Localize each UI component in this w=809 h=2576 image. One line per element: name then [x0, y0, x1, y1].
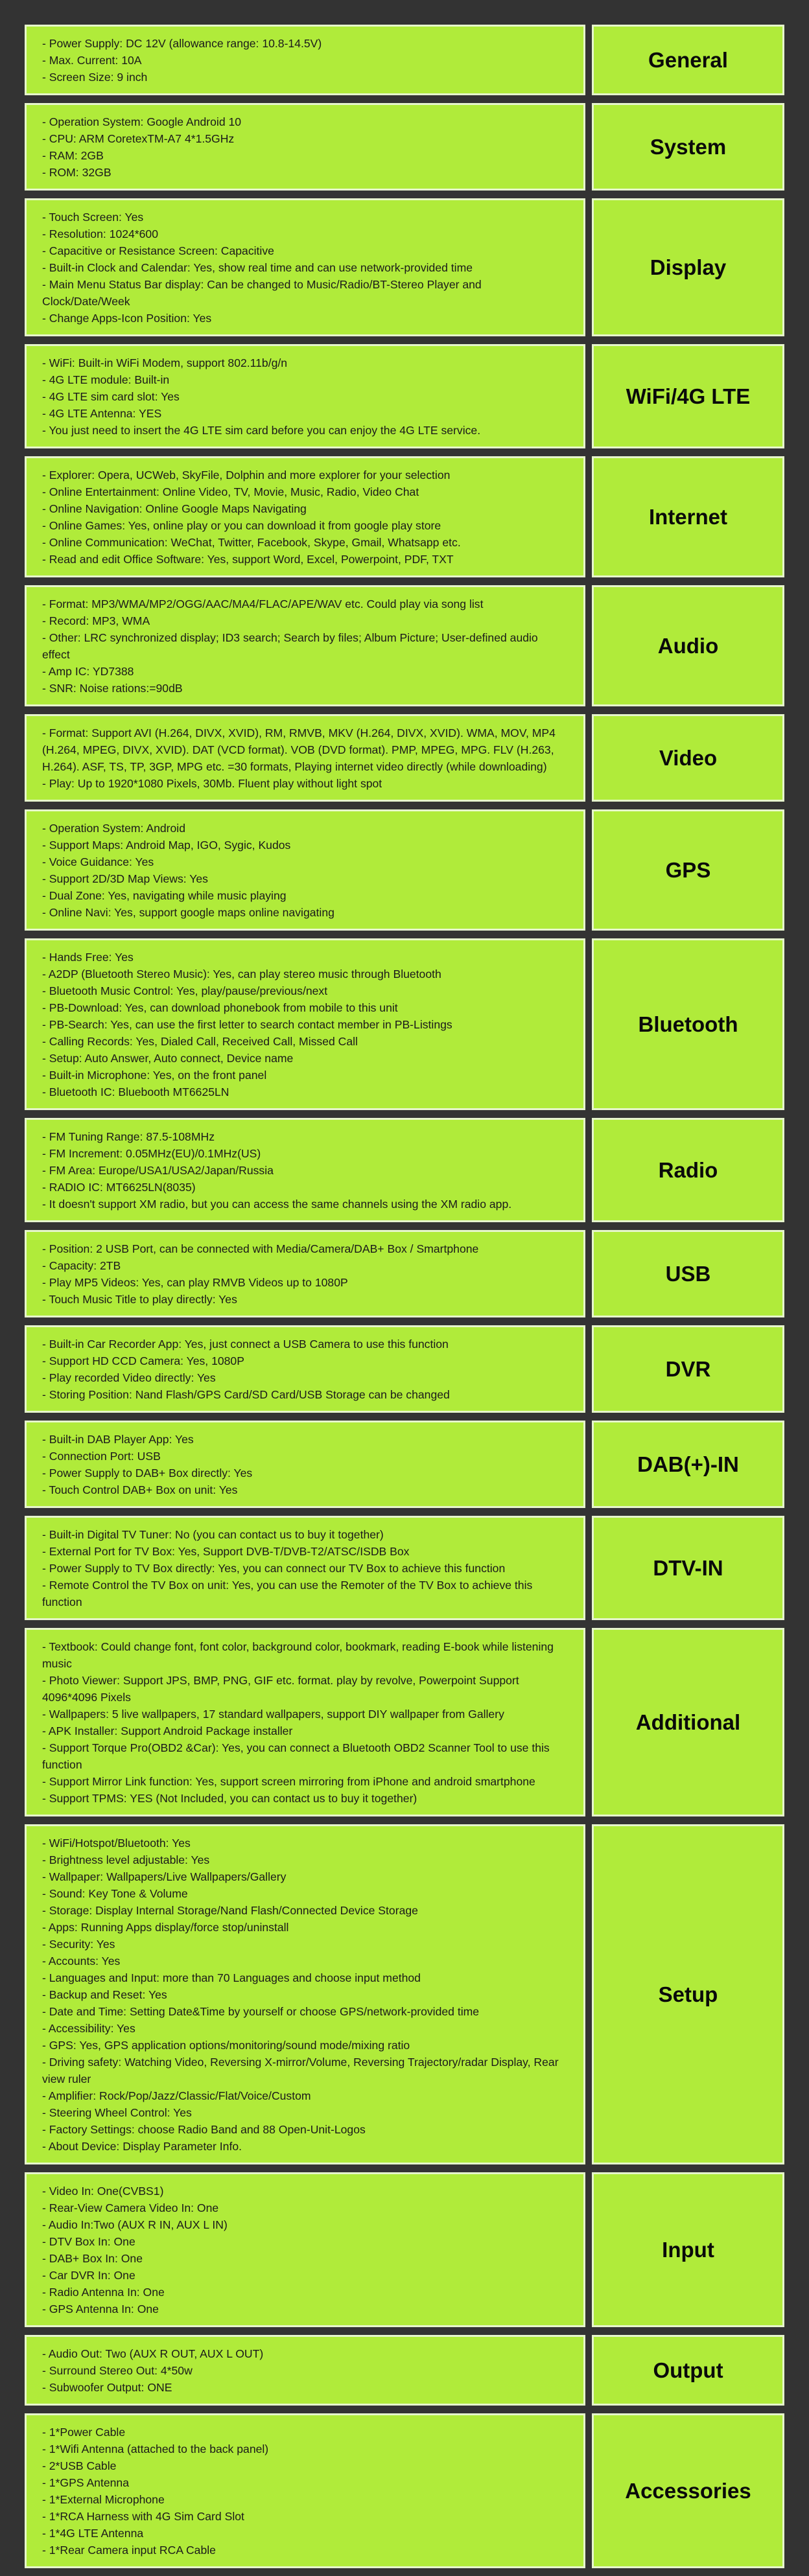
spec-row [25, 1230, 784, 1317]
spec-line: - Online Navi: Yes, support google maps online navigating [42, 906, 334, 919]
spec-details [25, 714, 585, 802]
spec-line: - GPS: Yes, GPS application options/monitoring/sound mode/mixing ratio [42, 2039, 410, 2052]
spec-category-label: Display [592, 198, 784, 336]
spec-line: - It doesn't support XM radio, but you can access the same channels using the XM radio app. [42, 1198, 512, 1211]
spec-line: - APK Installer: Support Android Package installer [42, 1724, 293, 1737]
spec-line: - Power Supply to TV Box directly: Yes, you can connect our TV Box to achieve this function [42, 1562, 506, 1575]
spec-line: - 1*External Microphone [42, 2493, 165, 2506]
spec-line: - Support 2D/3D Map Views: Yes [42, 872, 208, 885]
spec-line: - You just need to insert the 4G LTE sim card before you can enjoy the 4G LTE service. [42, 424, 481, 437]
spec-line: - Max. Current: 10A [42, 54, 142, 67]
spec-line: - 1*Power Cable [42, 2426, 126, 2439]
spec-category-label: Input [592, 2172, 784, 2327]
spec-line: - Bluetooth IC: Bluebooth MT6625LN [42, 1085, 229, 1098]
spec-row [25, 1421, 784, 1508]
spec-line: - Factory Settings: choose Radio Band and 88 Open-Unit-Logos [42, 2123, 366, 2136]
spec-row [25, 1824, 784, 2164]
spec-line: - Voice Guidance: Yes [42, 855, 154, 868]
spec-category-label: System [592, 103, 784, 191]
spec-row [25, 2335, 784, 2406]
spec-row [25, 344, 784, 448]
spec-category-label: Video [592, 714, 784, 802]
spec-line: - DTV Box In: One [42, 2235, 135, 2248]
spec-line: - Apps: Running Apps display/force stop/uninstall [42, 1921, 289, 1934]
spec-row [25, 938, 784, 1110]
spec-line: - Play recorded Video directly: Yes [42, 1371, 216, 1384]
spec-line: - Support Maps: Android Map, IGO, Sygic, Kudos [42, 839, 291, 852]
spec-details [25, 1628, 585, 1816]
spec-line: - Read and edit Office Software: Yes, support Word, Excel, Powerpoint, PDF, TXT [42, 553, 454, 566]
spec-line: - Wallpaper: Wallpapers/Live Wallpapers/Gallery [42, 1870, 287, 1883]
spec-line: - Security: Yes [42, 1938, 115, 1951]
spec-row [25, 25, 784, 95]
spec-line: - Driving safety: Watching Video, Reversing X-mirror/Volume, Reversing Trajectory/radar Display, Rear view ruler [42, 2056, 559, 2085]
spec-line: - Built-in Clock and Calendar: Yes, show real time and can use network-provided time [42, 261, 473, 274]
spec-line: - Brightness level adjustable: Yes [42, 1853, 210, 1866]
spec-line: - FM Area: Europe/USA1/USA2/Japan/Russia [42, 1164, 274, 1177]
spec-line: - Date and Time: Setting Date&Time by yourself or choose GPS/network-provided time [42, 2005, 480, 2018]
spec-line: - RAM: 2GB [42, 149, 104, 162]
spec-line: - Steering Wheel Control: Yes [42, 2106, 192, 2119]
spec-category-label: Additional [592, 1628, 784, 1816]
spec-line: - Online Entertainment: Online Video, TV, Movie, Music, Radio, Video Chat [42, 485, 419, 498]
spec-category-label: Output [592, 2335, 784, 2406]
spec-details [25, 809, 585, 931]
spec-line: - Operation System: Android [42, 822, 186, 835]
spec-line: - Setup: Auto Answer, Auto connect, Device name [42, 1052, 294, 1065]
spec-row [25, 456, 784, 577]
spec-line: - Capacitive or Resistance Screen: Capacitive [42, 244, 274, 257]
spec-details [25, 1516, 585, 1620]
spec-line: - Bluetooth Music Control: Yes, play/pause/previous/next [42, 984, 328, 997]
spec-row [25, 1118, 784, 1222]
spec-row [25, 198, 784, 336]
spec-details [25, 25, 585, 95]
spec-category-label: Accessories [592, 2413, 784, 2568]
spec-line: - Touch Screen: Yes [42, 211, 144, 224]
spec-details [25, 1421, 585, 1508]
spec-line: - Surround Stereo Out: 4*50w [42, 2364, 193, 2377]
spec-table [25, 25, 784, 2576]
spec-row [25, 809, 784, 931]
spec-line: - 4G LTE module: Built-in [42, 373, 170, 386]
spec-line: - PB-Download: Yes, can download phonebook from mobile to this unit [42, 1001, 398, 1014]
spec-line: - Wallpapers: 5 live wallpapers, 17 standard wallpapers, support DIY wallpaper from Gallery [42, 1708, 504, 1721]
spec-line: - Capacity: 2TB [42, 1259, 121, 1272]
spec-details [25, 585, 585, 706]
spec-category-label: DTV-IN [592, 1516, 784, 1620]
spec-line: - Accessibility: Yes [42, 2022, 135, 2035]
spec-line: - Radio Antenna In: One [42, 2286, 165, 2299]
spec-line: - Calling Records: Yes, Dialed Call, Received Call, Missed Call [42, 1035, 358, 1048]
spec-line: - PB-Search: Yes, can use the first letter to search contact member in PB-Listings [42, 1018, 452, 1031]
spec-line: - 2*USB Cable [42, 2459, 117, 2472]
spec-line: - Rear-View Camera Video In: One [42, 2201, 219, 2214]
spec-line: - Power Supply to DAB+ Box directly: Yes [42, 1467, 253, 1479]
spec-details [25, 1118, 585, 1222]
spec-line: - Position: 2 USB Port, can be connected with Media/Camera/DAB+ Box / Smartphone [42, 1242, 479, 1255]
spec-details [25, 2335, 585, 2406]
spec-line: - Touch Music Title to play directly: Yes [42, 1293, 237, 1306]
spec-line: - Hands Free: Yes [42, 951, 134, 964]
spec-row [25, 714, 784, 802]
spec-line: - FM Increment: 0.05MHz(EU)/0.1MHz(US) [42, 1147, 261, 1160]
spec-line: - 1*GPS Antenna [42, 2476, 129, 2489]
spec-line: - RADIO IC: MT6625LN(8035) [42, 1181, 196, 1194]
spec-line: - Support Torque Pro(OBD2 &Car): Yes, you can connect a Bluetooth OBD2 Scanner Tool to use this function [42, 1741, 550, 1771]
spec-row [25, 2172, 784, 2327]
spec-row [25, 1516, 784, 1620]
spec-line: - FM Tuning Range: 87.5-108MHz [42, 1130, 215, 1143]
spec-line: - 1*RCA Harness with 4G Sim Card Slot [42, 2510, 244, 2523]
spec-line: - Backup and Reset: Yes [42, 1988, 167, 2001]
spec-line: - 4G LTE Antenna: YES [42, 407, 162, 420]
spec-line: - Change Apps-Icon Position: Yes [42, 312, 212, 325]
spec-line: - Play MP5 Videos: Yes, can play RMVB Videos up to 1080P [42, 1276, 348, 1289]
spec-line: - 1*Rear Camera input RCA Cable [42, 2544, 216, 2557]
spec-line: - Dual Zone: Yes, navigating while music playing [42, 889, 287, 902]
spec-line: - Support HD CCD Camera: Yes, 1080P [42, 1354, 244, 1367]
spec-line: - Video In: One(CVBS1) [42, 2185, 164, 2198]
spec-line: - Accounts: Yes [42, 1955, 121, 1967]
spec-line: - Photo Viewer: Support JPS, BMP, PNG, GIF etc. format. play by revolve, Powerpoint Support 4096*4096 Pixels [42, 1674, 519, 1704]
spec-line: - Languages and Input: more than 70 Languages and choose input method [42, 1971, 421, 1984]
spec-line: - DAB+ Box In: One [42, 2252, 143, 2265]
spec-line: - SNR: Noise rations:=90dB [42, 682, 183, 695]
spec-line: - Subwoofer Output: ONE [42, 2381, 172, 2394]
spec-line: - Storage: Display Internal Storage/Nand Flash/Connected Device Storage [42, 1904, 418, 1917]
spec-line: - Play: Up to 1920*1080 Pixels, 30Mb. Fluent play without light spot [42, 777, 382, 790]
spec-line: - Audio Out: Two (AUX R OUT, AUX L OUT) [42, 2347, 264, 2360]
spec-line: - Power Supply: DC 12V (allowance range: 10.8-14.5V) [42, 37, 322, 50]
spec-line: - 4G LTE sim card slot: Yes [42, 390, 180, 403]
spec-line: - Built-in Microphone: Yes, on the front panel [42, 1069, 267, 1082]
spec-line: - A2DP (Bluetooth Stereo Music): Yes, can play stereo music through Bluetooth [42, 968, 441, 981]
spec-details [25, 938, 585, 1110]
spec-line: - Built-in Car Recorder App: Yes, just connect a USB Camera to use this function [42, 1338, 449, 1351]
spec-line: - Operation System: Google Android 10 [42, 115, 242, 128]
spec-line: - WiFi/Hotspot/Bluetooth: Yes [42, 1837, 191, 1850]
spec-line: - GPS Antenna In: One [42, 2303, 159, 2315]
spec-line: - Format: MP3/WMA/MP2/OGG/AAC/MA4/FLAC/APE/WAV etc. Could play via song list [42, 598, 484, 610]
spec-row [25, 103, 784, 191]
spec-category-label: General [592, 25, 784, 95]
spec-line: - WiFi: Built-in WiFi Modem, support 802.11b/g/n [42, 356, 288, 369]
spec-line: - Record: MP3, WMA [42, 614, 150, 627]
spec-line: - Format: Support AVI (H.264, DIVX, XVID), RM, RMVB, MKV (H.264, DIVX, XVID). WMA, MOV, MP4 (H.264, MPEG, DIVX, XVID). DAT (VCD format). VOB (DVD format). PMP, MPEG, MPG. FLV (H.263, H.264). ASF, TS, TP, 3GP, MPG etc. =30 formats, Playing internet video directly (while downloading) [42, 726, 556, 773]
spec-details [25, 2172, 585, 2327]
spec-line: - Online Games: Yes, online play or you can download it from google play store [42, 519, 441, 532]
spec-line: - Sound: Key Tone & Volume [42, 1887, 188, 1900]
spec-row [25, 1628, 784, 1816]
spec-row [25, 1325, 784, 1413]
spec-category-label: DAB(+)-IN [592, 1421, 784, 1508]
spec-details [25, 1230, 585, 1317]
spec-line: - 1*Wifi Antenna (attached to the back panel) [42, 2443, 269, 2455]
spec-details [25, 1325, 585, 1413]
spec-line: - About Device: Display Parameter Info. [42, 2140, 242, 2153]
spec-line: - Amplifier: Rock/Pop/Jazz/Classic/Flat/Voice/Custom [42, 2089, 311, 2102]
spec-line: - Resolution: 1024*600 [42, 227, 158, 240]
spec-line: - ROM: 32GB [42, 166, 111, 179]
spec-category-label: Bluetooth [592, 938, 784, 1110]
spec-category-label: Radio [592, 1118, 784, 1222]
spec-details [25, 1824, 585, 2164]
spec-row [25, 2413, 784, 2568]
spec-line: - Explorer: Opera, UCWeb, SkyFile, Dolphin and more explorer for your selection [42, 469, 451, 482]
spec-details [25, 456, 585, 577]
spec-category-label: GPS [592, 809, 784, 931]
spec-line: - Connection Port: USB [42, 1450, 161, 1463]
spec-category-label: WiFi/4G LTE [592, 344, 784, 448]
spec-category-label: Internet [592, 456, 784, 577]
spec-line: - Online Navigation: Online Google Maps Navigating [42, 502, 307, 515]
spec-category-label: Audio [592, 585, 784, 706]
spec-line: - Remote Control the TV Box on unit: Yes, you can use the Remoter of the TV Box to achieve this function [42, 1579, 533, 1608]
spec-details [25, 344, 585, 448]
spec-line: - CPU: ARM CoretexTM-A7 4*1.5GHz [42, 132, 235, 145]
spec-details [25, 2413, 585, 2568]
spec-line: - Touch Control DAB+ Box on unit: Yes [42, 1483, 238, 1496]
spec-line: - Car DVR In: One [42, 2269, 135, 2282]
spec-category-label: DVR [592, 1325, 784, 1413]
spec-details [25, 198, 585, 336]
spec-line: - Audio In:Two (AUX R IN, AUX L IN) [42, 2218, 228, 2231]
spec-line: - Screen Size: 9 inch [42, 71, 148, 84]
spec-line: - Main Menu Status Bar display: Can be changed to Music/Radio/BT-Stereo Player and Clock/Date/Week [42, 278, 482, 308]
spec-details [25, 103, 585, 191]
spec-line: - Built-in DAB Player App: Yes [42, 1433, 194, 1446]
spec-line: - Built-in Digital TV Tuner: No (you can contact us to buy it together) [42, 1528, 384, 1541]
spec-line: - External Port for TV Box: Yes, Support DVB-T/DVB-T2/ATSC/ISDB Box [42, 1545, 410, 1558]
spec-row [25, 585, 784, 706]
spec-line: - Amp IC: YD7388 [42, 665, 134, 678]
spec-line: - Textbook: Could change font, font color, background color, bookmark, reading E-book while listening music [42, 1640, 554, 1670]
spec-category-label: USB [592, 1230, 784, 1317]
spec-line: - 1*4G LTE Antenna [42, 2527, 144, 2540]
spec-line: - Support Mirror Link function: Yes, support screen mirroring from iPhone and android smartphone [42, 1775, 535, 1788]
spec-line: - Support TPMS: YES (Not Included, you can contact us to buy it together) [42, 1792, 417, 1805]
spec-line: - Storing Position: Nand Flash/GPS Card/SD Card/USB Storage can be changed [42, 1388, 450, 1401]
spec-category-label: Setup [592, 1824, 784, 2164]
spec-line: - Other: LRC synchronized display; ID3 search; Search by files; Album Picture; User-defined audio effect [42, 631, 538, 661]
spec-line: - Online Communication: WeChat, Twitter, Facebook, Skype, Gmail, Whatsapp etc. [42, 536, 461, 549]
